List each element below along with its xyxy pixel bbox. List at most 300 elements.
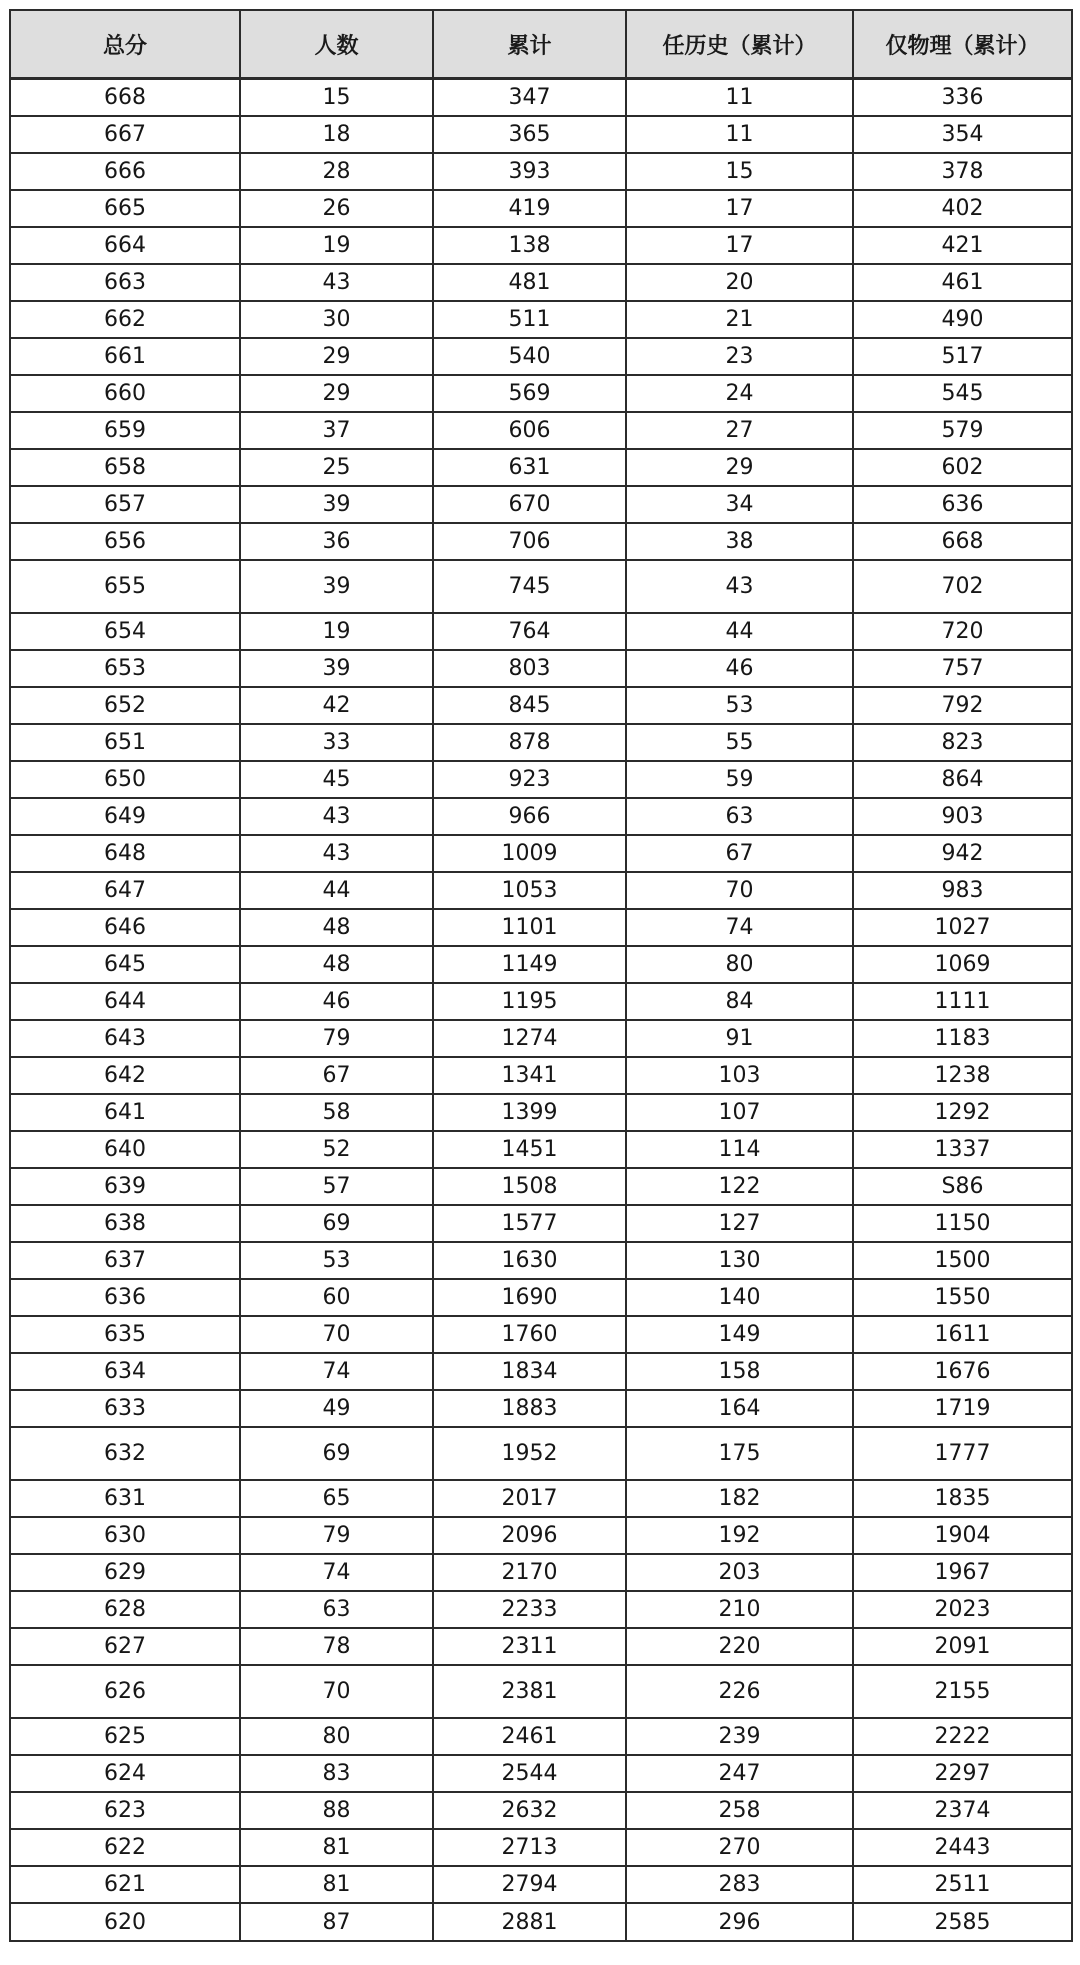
- cell-physics-cumulative: 579: [853, 412, 1072, 449]
- cell-history-cumulative: 29: [626, 449, 853, 486]
- table-row: [10, 1628, 1072, 1665]
- cell-physics-cumulative: 1337: [853, 1131, 1072, 1168]
- table-row: [10, 338, 1072, 375]
- cell-physics-cumulative: 545: [853, 375, 1072, 412]
- cell-physics-cumulative: 1111: [853, 983, 1072, 1020]
- cell-cumulative: 878: [433, 724, 626, 761]
- table-row: [10, 835, 1072, 872]
- cell-cumulative: 1760: [433, 1316, 626, 1353]
- cell-physics-cumulative: 1835: [853, 1480, 1072, 1517]
- table-row: [10, 1057, 1072, 1094]
- cell-count: 58: [240, 1094, 433, 1131]
- cell-total-score: 653: [10, 650, 240, 687]
- cell-total-score: 655: [10, 560, 240, 613]
- cell-total-score: 635: [10, 1316, 240, 1353]
- cell-total-score: 620: [10, 1903, 240, 1941]
- cell-count: 81: [240, 1866, 433, 1903]
- cell-history-cumulative: 149: [626, 1316, 853, 1353]
- cell-cumulative: 764: [433, 613, 626, 650]
- cell-count: 80: [240, 1718, 433, 1755]
- cell-history-cumulative: 11: [626, 79, 853, 117]
- table-row: [10, 1242, 1072, 1279]
- cell-total-score: 659: [10, 412, 240, 449]
- cell-total-score: 639: [10, 1168, 240, 1205]
- cell-count: 28: [240, 153, 433, 190]
- cell-history-cumulative: 107: [626, 1094, 853, 1131]
- cell-cumulative: 966: [433, 798, 626, 835]
- cell-total-score: 625: [10, 1718, 240, 1755]
- cell-physics-cumulative: 2222: [853, 1718, 1072, 1755]
- cell-cumulative: 481: [433, 264, 626, 301]
- cell-total-score: 632: [10, 1427, 240, 1480]
- cell-history-cumulative: 91: [626, 1020, 853, 1057]
- table-row: [10, 1353, 1072, 1390]
- table-row: [10, 1554, 1072, 1591]
- table-row: [10, 687, 1072, 724]
- cell-total-score: 656: [10, 523, 240, 560]
- cell-count: 26: [240, 190, 433, 227]
- cell-history-cumulative: 17: [626, 227, 853, 264]
- cell-total-score: 633: [10, 1390, 240, 1427]
- table-row: [10, 650, 1072, 687]
- cell-history-cumulative: 20: [626, 264, 853, 301]
- cell-total-score: 642: [10, 1057, 240, 1094]
- cell-count: 52: [240, 1131, 433, 1168]
- cell-history-cumulative: 114: [626, 1131, 853, 1168]
- cell-cumulative: 1101: [433, 909, 626, 946]
- cell-cumulative: 2233: [433, 1591, 626, 1628]
- cell-total-score: 666: [10, 153, 240, 190]
- cell-physics-cumulative: S86: [853, 1168, 1072, 1205]
- cell-count: 60: [240, 1279, 433, 1316]
- cell-history-cumulative: 74: [626, 909, 853, 946]
- cell-total-score: 650: [10, 761, 240, 798]
- cell-count: 79: [240, 1020, 433, 1057]
- cell-count: 57: [240, 1168, 433, 1205]
- cell-total-score: 637: [10, 1242, 240, 1279]
- cell-cumulative: 2096: [433, 1517, 626, 1554]
- cell-count: 81: [240, 1829, 433, 1866]
- cell-history-cumulative: 11: [626, 116, 853, 153]
- table-row: [10, 412, 1072, 449]
- table-row: [10, 1517, 1072, 1554]
- cell-history-cumulative: 220: [626, 1628, 853, 1665]
- table-row: [10, 1591, 1072, 1628]
- cell-physics-cumulative: 2443: [853, 1829, 1072, 1866]
- cell-history-cumulative: 158: [626, 1353, 853, 1390]
- cell-history-cumulative: 258: [626, 1792, 853, 1829]
- table-row: [10, 79, 1072, 117]
- cell-cumulative: 540: [433, 338, 626, 375]
- cell-cumulative: 1883: [433, 1390, 626, 1427]
- table-row: [10, 153, 1072, 190]
- table-row: [10, 613, 1072, 650]
- cell-count: 43: [240, 835, 433, 872]
- cell-physics-cumulative: 942: [853, 835, 1072, 872]
- cell-total-score: 622: [10, 1829, 240, 1866]
- cell-cumulative: 2544: [433, 1755, 626, 1792]
- cell-history-cumulative: 283: [626, 1866, 853, 1903]
- cell-physics-cumulative: 1676: [853, 1353, 1072, 1390]
- cell-physics-cumulative: 1904: [853, 1517, 1072, 1554]
- table-row: [10, 1792, 1072, 1829]
- cell-total-score: 654: [10, 613, 240, 650]
- cell-history-cumulative: 53: [626, 687, 853, 724]
- cell-total-score: 647: [10, 872, 240, 909]
- cell-cumulative: 1834: [433, 1353, 626, 1390]
- cell-history-cumulative: 210: [626, 1591, 853, 1628]
- cell-physics-cumulative: 1611: [853, 1316, 1072, 1353]
- cell-count: 45: [240, 761, 433, 798]
- cell-total-score: 636: [10, 1279, 240, 1316]
- cell-physics-cumulative: 1027: [853, 909, 1072, 946]
- cell-physics-cumulative: 378: [853, 153, 1072, 190]
- cell-total-score: 621: [10, 1866, 240, 1903]
- table-row: [10, 798, 1072, 835]
- cell-history-cumulative: 46: [626, 650, 853, 687]
- cell-cumulative: 706: [433, 523, 626, 560]
- cell-history-cumulative: 59: [626, 761, 853, 798]
- cell-physics-cumulative: 2091: [853, 1628, 1072, 1665]
- cell-history-cumulative: 27: [626, 412, 853, 449]
- cell-total-score: 661: [10, 338, 240, 375]
- cell-physics-cumulative: 983: [853, 872, 1072, 909]
- cell-total-score: 646: [10, 909, 240, 946]
- cell-total-score: 667: [10, 116, 240, 153]
- table-row: [10, 301, 1072, 338]
- table-row: [10, 1131, 1072, 1168]
- cell-cumulative: 1508: [433, 1168, 626, 1205]
- cell-total-score: 631: [10, 1480, 240, 1517]
- cell-history-cumulative: 175: [626, 1427, 853, 1480]
- cell-cumulative: 393: [433, 153, 626, 190]
- cell-history-cumulative: 130: [626, 1242, 853, 1279]
- cell-physics-cumulative: 903: [853, 798, 1072, 835]
- table-row: [10, 724, 1072, 761]
- cell-history-cumulative: 226: [626, 1665, 853, 1718]
- cell-count: 69: [240, 1427, 433, 1480]
- cell-cumulative: 511: [433, 301, 626, 338]
- table-row: [10, 1279, 1072, 1316]
- cell-count: 63: [240, 1591, 433, 1628]
- cell-count: 30: [240, 301, 433, 338]
- cell-history-cumulative: 122: [626, 1168, 853, 1205]
- cell-physics-cumulative: 490: [853, 301, 1072, 338]
- cell-physics-cumulative: 1777: [853, 1427, 1072, 1480]
- cell-physics-cumulative: 336: [853, 79, 1072, 117]
- table-row: [10, 1755, 1072, 1792]
- cell-cumulative: 1053: [433, 872, 626, 909]
- table-row: [10, 1020, 1072, 1057]
- cell-cumulative: 2881: [433, 1903, 626, 1941]
- table-row: [10, 1718, 1072, 1755]
- cell-total-score: 658: [10, 449, 240, 486]
- cell-physics-cumulative: 702: [853, 560, 1072, 613]
- cell-history-cumulative: 15: [626, 153, 853, 190]
- cell-history-cumulative: 55: [626, 724, 853, 761]
- cell-count: 25: [240, 449, 433, 486]
- cell-physics-cumulative: 2155: [853, 1665, 1072, 1718]
- cell-physics-cumulative: 1550: [853, 1279, 1072, 1316]
- cell-count: 88: [240, 1792, 433, 1829]
- cell-total-score: 626: [10, 1665, 240, 1718]
- header-count: 人数: [240, 10, 433, 79]
- table-header: [10, 10, 1072, 79]
- cell-total-score: 634: [10, 1353, 240, 1390]
- cell-cumulative: 1195: [433, 983, 626, 1020]
- cell-physics-cumulative: 1292: [853, 1094, 1072, 1131]
- cell-physics-cumulative: 792: [853, 687, 1072, 724]
- cell-total-score: 623: [10, 1792, 240, 1829]
- cell-total-score: 628: [10, 1591, 240, 1628]
- cell-cumulative: 569: [433, 375, 626, 412]
- header-row: [10, 10, 1072, 79]
- cell-cumulative: 803: [433, 650, 626, 687]
- table-row: [10, 761, 1072, 798]
- table-row: [10, 1390, 1072, 1427]
- cell-physics-cumulative: 602: [853, 449, 1072, 486]
- cell-cumulative: 845: [433, 687, 626, 724]
- cell-physics-cumulative: 2297: [853, 1755, 1072, 1792]
- cell-count: 67: [240, 1057, 433, 1094]
- cell-count: 70: [240, 1665, 433, 1718]
- cell-history-cumulative: 296: [626, 1903, 853, 1941]
- cell-total-score: 665: [10, 190, 240, 227]
- cell-cumulative: 670: [433, 486, 626, 523]
- cell-count: 29: [240, 375, 433, 412]
- cell-count: 78: [240, 1628, 433, 1665]
- cell-total-score: 649: [10, 798, 240, 835]
- cell-count: 65: [240, 1480, 433, 1517]
- cell-total-score: 638: [10, 1205, 240, 1242]
- cell-physics-cumulative: 2023: [853, 1591, 1072, 1628]
- cell-count: 36: [240, 523, 433, 560]
- cell-physics-cumulative: 1967: [853, 1554, 1072, 1591]
- cell-count: 74: [240, 1554, 433, 1591]
- cell-history-cumulative: 44: [626, 613, 853, 650]
- cell-physics-cumulative: 823: [853, 724, 1072, 761]
- cell-count: 39: [240, 486, 433, 523]
- cell-history-cumulative: 34: [626, 486, 853, 523]
- cell-history-cumulative: 23: [626, 338, 853, 375]
- cell-count: 18: [240, 116, 433, 153]
- cell-count: 48: [240, 909, 433, 946]
- cell-cumulative: 1274: [433, 1020, 626, 1057]
- cell-total-score: 652: [10, 687, 240, 724]
- cell-total-score: 630: [10, 1517, 240, 1554]
- cell-count: 49: [240, 1390, 433, 1427]
- cell-cumulative: 923: [433, 761, 626, 798]
- cell-history-cumulative: 140: [626, 1279, 853, 1316]
- table-row: [10, 486, 1072, 523]
- cell-count: 48: [240, 946, 433, 983]
- cell-count: 19: [240, 613, 433, 650]
- table-row: [10, 116, 1072, 153]
- cell-total-score: 641: [10, 1094, 240, 1131]
- cell-total-score: 664: [10, 227, 240, 264]
- cell-physics-cumulative: 2374: [853, 1792, 1072, 1829]
- cell-physics-cumulative: 636: [853, 486, 1072, 523]
- table-row: [10, 227, 1072, 264]
- cell-physics-cumulative: 2511: [853, 1866, 1072, 1903]
- table-row: [10, 560, 1072, 613]
- cell-count: 15: [240, 79, 433, 117]
- score-table-container: [9, 9, 1071, 1942]
- cell-total-score: 643: [10, 1020, 240, 1057]
- cell-physics-cumulative: 1183: [853, 1020, 1072, 1057]
- cell-cumulative: 138: [433, 227, 626, 264]
- cell-total-score: 651: [10, 724, 240, 761]
- cell-count: 46: [240, 983, 433, 1020]
- table-row: [10, 1903, 1072, 1941]
- table-row: [10, 1866, 1072, 1903]
- table-row: [10, 1427, 1072, 1480]
- header-history-cumulative: 任历史（累计）: [626, 10, 853, 79]
- cell-history-cumulative: 63: [626, 798, 853, 835]
- cell-total-score: 657: [10, 486, 240, 523]
- table-row: [10, 375, 1072, 412]
- cell-cumulative: 1399: [433, 1094, 626, 1131]
- cell-cumulative: 419: [433, 190, 626, 227]
- table-row: [10, 909, 1072, 946]
- cell-cumulative: 1952: [433, 1427, 626, 1480]
- cell-physics-cumulative: 1719: [853, 1390, 1072, 1427]
- cell-history-cumulative: 239: [626, 1718, 853, 1755]
- score-distribution-table: [9, 9, 1073, 1942]
- cell-cumulative: 2632: [433, 1792, 626, 1829]
- cell-history-cumulative: 24: [626, 375, 853, 412]
- cell-physics-cumulative: 668: [853, 523, 1072, 560]
- cell-cumulative: 2461: [433, 1718, 626, 1755]
- cell-history-cumulative: 67: [626, 835, 853, 872]
- cell-total-score: 640: [10, 1131, 240, 1168]
- cell-history-cumulative: 127: [626, 1205, 853, 1242]
- cell-cumulative: 2311: [433, 1628, 626, 1665]
- cell-cumulative: 606: [433, 412, 626, 449]
- cell-cumulative: 2381: [433, 1665, 626, 1718]
- cell-physics-cumulative: 461: [853, 264, 1072, 301]
- cell-history-cumulative: 247: [626, 1755, 853, 1792]
- cell-total-score: 645: [10, 946, 240, 983]
- table-row: [10, 1205, 1072, 1242]
- cell-count: 79: [240, 1517, 433, 1554]
- cell-cumulative: 631: [433, 449, 626, 486]
- cell-physics-cumulative: 1150: [853, 1205, 1072, 1242]
- cell-history-cumulative: 164: [626, 1390, 853, 1427]
- cell-physics-cumulative: 354: [853, 116, 1072, 153]
- header-physics-cumulative: 仅物理（累计）: [853, 10, 1072, 79]
- cell-total-score: 648: [10, 835, 240, 872]
- cell-count: 74: [240, 1353, 433, 1390]
- cell-history-cumulative: 182: [626, 1480, 853, 1517]
- cell-count: 70: [240, 1316, 433, 1353]
- cell-count: 39: [240, 560, 433, 613]
- cell-cumulative: 1577: [433, 1205, 626, 1242]
- cell-history-cumulative: 203: [626, 1554, 853, 1591]
- cell-history-cumulative: 103: [626, 1057, 853, 1094]
- cell-count: 44: [240, 872, 433, 909]
- cell-physics-cumulative: 720: [853, 613, 1072, 650]
- table-row: [10, 1665, 1072, 1718]
- cell-count: 43: [240, 264, 433, 301]
- table-row: [10, 872, 1072, 909]
- cell-history-cumulative: 17: [626, 190, 853, 227]
- cell-cumulative: 1630: [433, 1242, 626, 1279]
- table-row: [10, 983, 1072, 1020]
- table-row: [10, 1316, 1072, 1353]
- cell-total-score: 668: [10, 79, 240, 117]
- cell-total-score: 629: [10, 1554, 240, 1591]
- cell-cumulative: 2713: [433, 1829, 626, 1866]
- cell-count: 19: [240, 227, 433, 264]
- cell-physics-cumulative: 421: [853, 227, 1072, 264]
- table-row: [10, 1480, 1072, 1517]
- cell-cumulative: 2794: [433, 1866, 626, 1903]
- cell-history-cumulative: 43: [626, 560, 853, 613]
- cell-count: 43: [240, 798, 433, 835]
- cell-physics-cumulative: 1238: [853, 1057, 1072, 1094]
- cell-count: 83: [240, 1755, 433, 1792]
- cell-count: 33: [240, 724, 433, 761]
- cell-physics-cumulative: 864: [853, 761, 1072, 798]
- cell-physics-cumulative: 1069: [853, 946, 1072, 983]
- table-row: [10, 1829, 1072, 1866]
- cell-history-cumulative: 80: [626, 946, 853, 983]
- cell-count: 87: [240, 1903, 433, 1941]
- table-row: [10, 523, 1072, 560]
- cell-total-score: 662: [10, 301, 240, 338]
- cell-history-cumulative: 38: [626, 523, 853, 560]
- table-body: [10, 79, 1072, 1942]
- cell-total-score: 624: [10, 1755, 240, 1792]
- cell-count: 42: [240, 687, 433, 724]
- cell-count: 37: [240, 412, 433, 449]
- cell-physics-cumulative: 517: [853, 338, 1072, 375]
- table-row: [10, 449, 1072, 486]
- cell-physics-cumulative: 2585: [853, 1903, 1072, 1941]
- cell-cumulative: 347: [433, 79, 626, 117]
- header-cumulative: 累计: [433, 10, 626, 79]
- cell-total-score: 644: [10, 983, 240, 1020]
- header-total-score: 总分: [10, 10, 240, 79]
- cell-history-cumulative: 84: [626, 983, 853, 1020]
- cell-physics-cumulative: 757: [853, 650, 1072, 687]
- cell-count: 29: [240, 338, 433, 375]
- table-row: [10, 1168, 1072, 1205]
- cell-history-cumulative: 192: [626, 1517, 853, 1554]
- cell-history-cumulative: 70: [626, 872, 853, 909]
- cell-cumulative: 2170: [433, 1554, 626, 1591]
- cell-cumulative: 1690: [433, 1279, 626, 1316]
- cell-count: 53: [240, 1242, 433, 1279]
- table-row: [10, 946, 1072, 983]
- cell-total-score: 663: [10, 264, 240, 301]
- cell-cumulative: 1341: [433, 1057, 626, 1094]
- cell-history-cumulative: 270: [626, 1829, 853, 1866]
- cell-physics-cumulative: 402: [853, 190, 1072, 227]
- cell-total-score: 660: [10, 375, 240, 412]
- cell-cumulative: 745: [433, 560, 626, 613]
- cell-total-score: 627: [10, 1628, 240, 1665]
- cell-history-cumulative: 21: [626, 301, 853, 338]
- table-row: [10, 190, 1072, 227]
- cell-cumulative: 1149: [433, 946, 626, 983]
- cell-physics-cumulative: 1500: [853, 1242, 1072, 1279]
- cell-cumulative: 1009: [433, 835, 626, 872]
- cell-cumulative: 2017: [433, 1480, 626, 1517]
- table-row: [10, 1094, 1072, 1131]
- cell-count: 69: [240, 1205, 433, 1242]
